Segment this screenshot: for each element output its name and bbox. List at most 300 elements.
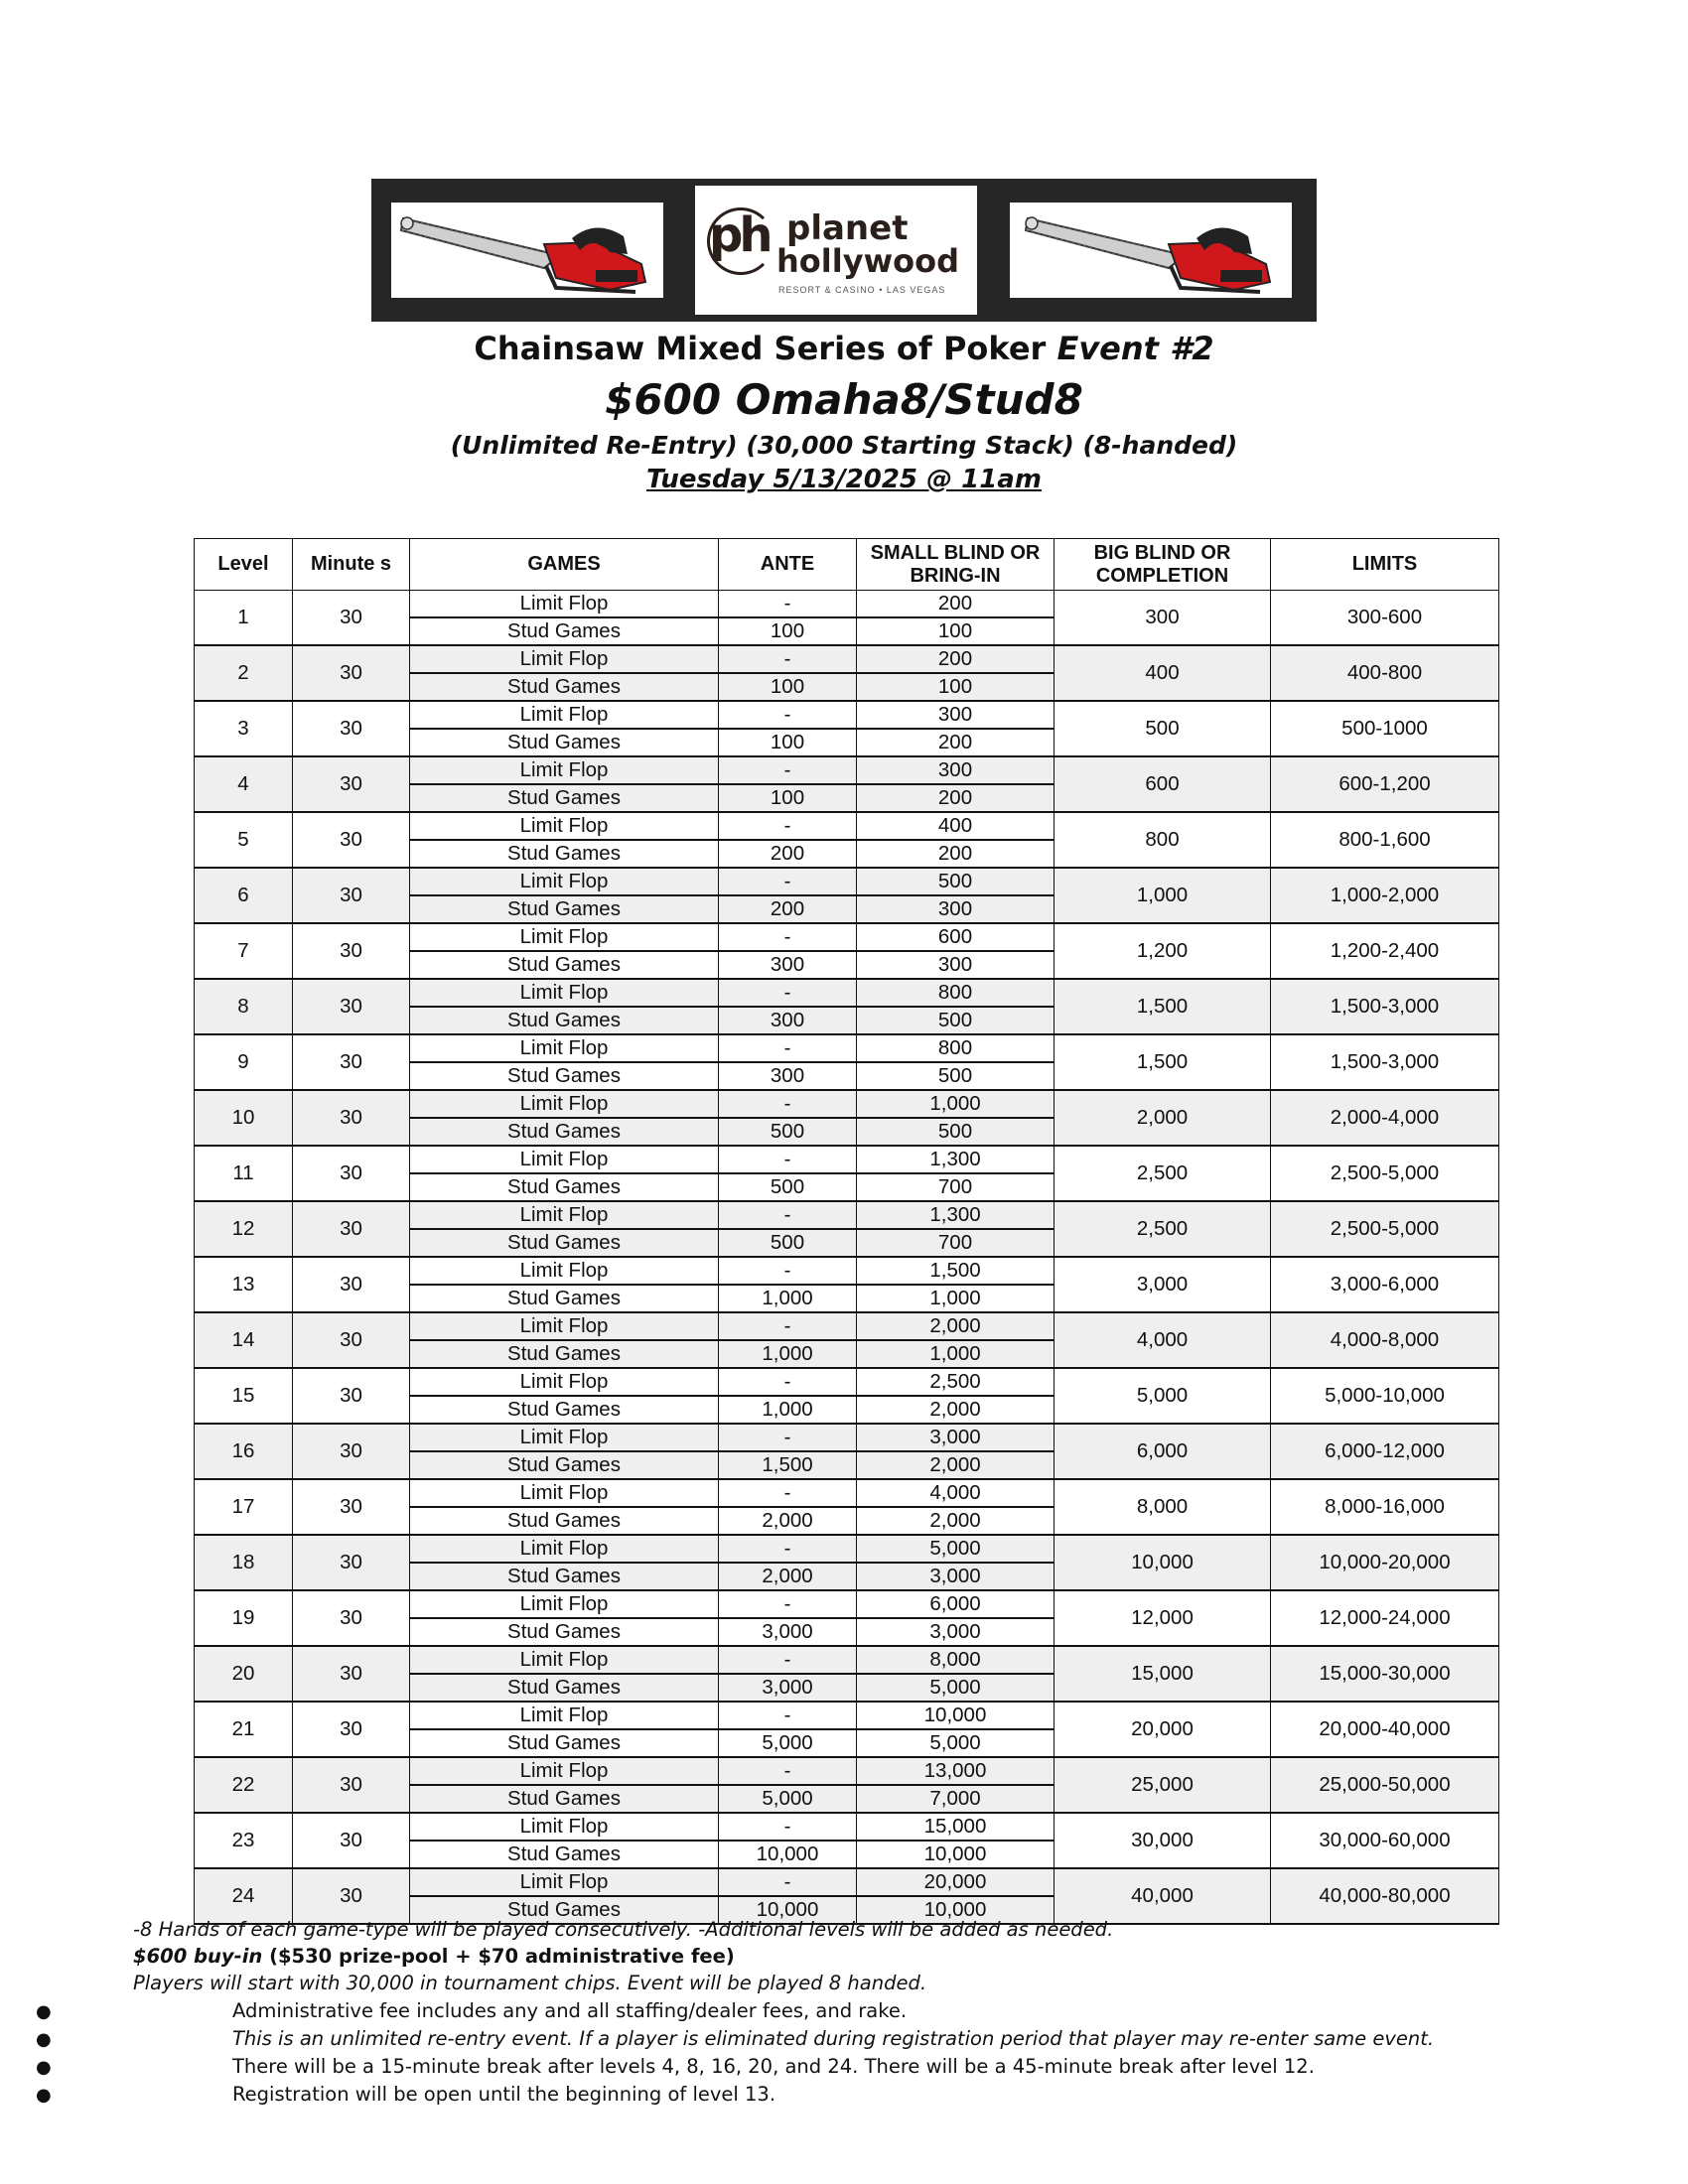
cell-game-flop: Limit Flop [410,1646,719,1674]
cell-game-stud: Stud Games [410,951,719,979]
cell-minutes: 30 [293,1312,410,1368]
cell-sb-stud: 200 [857,784,1055,812]
cell-game-stud: Stud Games [410,784,719,812]
cell-limits: 6,000-12,000 [1271,1424,1499,1479]
bullet-dot: ● [36,2085,52,2106]
cell-sb-flop: 1,000 [857,1090,1055,1118]
cell-game-flop: Limit Flop [410,1090,719,1118]
cell-ante-flop: - [719,1201,857,1229]
cell-minutes: 30 [293,701,410,756]
col-header-minutes: Minute s [293,539,410,591]
cell-sb-stud: 2,000 [857,1451,1055,1479]
bullet-reentry: This is an unlimited re-entry event. If a player is eliminated during registration period that player may re-enter same event. [232,2027,1435,2050]
cell-level: 22 [195,1757,293,1813]
cell-sb-stud: 7,000 [857,1785,1055,1813]
cell-ante-stud: 500 [719,1173,857,1201]
cell-game-flop: Limit Flop [410,1702,719,1729]
table-row [195,1646,1499,1674]
blind-structure-table [194,538,1499,1925]
cell-game-flop: Limit Flop [410,868,719,895]
table-row [195,1424,1499,1451]
cell-ante-flop: - [719,1702,857,1729]
cell-game-stud: Stud Games [410,1229,719,1257]
cell-game-flop: Limit Flop [410,923,719,951]
cell-ante-stud: 100 [719,673,857,701]
cell-limits: 10,000-20,000 [1271,1535,1499,1590]
cell-level: 24 [195,1868,293,1924]
cell-level: 11 [195,1146,293,1201]
col-header-level: Level [195,539,293,591]
cell-sb-stud: 200 [857,840,1055,868]
table-row [195,1034,1499,1062]
cell-sb-flop: 300 [857,701,1055,729]
cell-level: 8 [195,979,293,1034]
cell-minutes: 30 [293,1646,410,1702]
cell-ante-flop: - [719,1257,857,1285]
cell-big-blind: 15,000 [1055,1646,1271,1702]
cell-ante-stud: 1,000 [719,1396,857,1424]
cell-game-flop: Limit Flop [410,1535,719,1563]
table-row [195,1146,1499,1173]
cell-level: 17 [195,1479,293,1535]
cell-game-stud: Stud Games [410,1285,719,1312]
cell-level: 15 [195,1368,293,1424]
bullet-registration: Registration will be open until the beginning of level 13. [232,2083,776,2106]
cell-sb-flop: 20,000 [857,1868,1055,1896]
cell-limits: 15,000-30,000 [1271,1646,1499,1702]
game-title: $600 Omaha8/Stud8 [605,375,1083,424]
cell-ante-stud: 300 [719,951,857,979]
cell-game-stud: Stud Games [410,1118,719,1146]
cell-big-blind: 10,000 [1055,1535,1271,1590]
cell-limits: 20,000-40,000 [1271,1702,1499,1757]
table-row [195,701,1499,729]
cell-minutes: 30 [293,645,410,701]
cell-sb-stud: 500 [857,1118,1055,1146]
cell-ante-flop: - [719,979,857,1007]
cell-game-flop: Limit Flop [410,1479,719,1507]
cell-minutes: 30 [293,868,410,923]
cell-game-stud: Stud Games [410,895,719,923]
event-number: Event #2 [1056,330,1214,367]
logo-brand-line1: planet [786,208,909,248]
cell-ante-flop: - [719,1590,857,1618]
cell-minutes: 30 [293,1368,410,1424]
cell-ante-stud: 1,000 [719,1340,857,1368]
cell-big-blind: 500 [1055,701,1271,756]
buyin-label: $600 buy-in [133,1945,263,1968]
cell-sb-flop: 200 [857,645,1055,673]
cell-game-flop: Limit Flop [410,1368,719,1396]
event-details: (Unlimited Re-Entry) (30,000 Starting Stack) (8-handed) [450,431,1238,460]
cell-game-flop: Limit Flop [410,645,719,673]
cell-big-blind: 1,500 [1055,979,1271,1034]
table-row [195,591,1499,618]
cell-level: 16 [195,1424,293,1479]
cell-minutes: 30 [293,1090,410,1146]
cell-ante-stud: 200 [719,895,857,923]
cell-game-flop: Limit Flop [410,1201,719,1229]
cell-minutes: 30 [293,923,410,979]
cell-game-flop: Limit Flop [410,1590,719,1618]
cell-sb-stud: 100 [857,673,1055,701]
cell-ante-flop: - [719,1312,857,1340]
cell-minutes: 30 [293,812,410,868]
cell-level: 10 [195,1090,293,1146]
table-row [195,868,1499,895]
cell-ante-stud: 300 [719,1007,857,1034]
cell-ante-flop: - [719,1646,857,1674]
cell-ante-flop: - [719,701,857,729]
cell-sb-flop: 200 [857,591,1055,618]
cell-ante-stud: 100 [719,729,857,756]
cell-limits: 800-1,600 [1271,812,1499,868]
cell-ante-stud: 2,000 [719,1507,857,1535]
cell-game-stud: Stud Games [410,1451,719,1479]
cell-sb-flop: 300 [857,756,1055,784]
cell-game-flop: Limit Flop [410,1257,719,1285]
cell-sb-stud: 200 [857,729,1055,756]
cell-big-blind: 25,000 [1055,1757,1271,1813]
table-row [195,812,1499,840]
cell-ante-stud: 1,000 [719,1285,857,1312]
cell-sb-stud: 700 [857,1173,1055,1201]
cell-limits: 1,000-2,000 [1271,868,1499,923]
table-row [195,1702,1499,1729]
cell-sb-stud: 5,000 [857,1729,1055,1757]
table-row [195,1257,1499,1285]
cell-ante-flop: - [719,591,857,618]
cell-sb-stud: 10,000 [857,1896,1055,1924]
cell-level: 23 [195,1813,293,1868]
bullet-dot: ● [36,2001,52,2022]
cell-game-stud: Stud Games [410,617,719,645]
cell-game-stud: Stud Games [410,1674,719,1702]
cell-sb-flop: 13,000 [857,1757,1055,1785]
cell-level: 19 [195,1590,293,1646]
logo-brand-line2: hollywood [776,242,959,280]
cell-ante-flop: - [719,812,857,840]
cell-limits: 400-800 [1271,645,1499,701]
chainsaw-image-left [391,203,663,298]
table-row [195,1590,1499,1618]
table-header-row [195,539,1499,591]
cell-limits: 40,000-80,000 [1271,1868,1499,1924]
cell-limits: 1,200-2,400 [1271,923,1499,979]
cell-sb-stud: 3,000 [857,1563,1055,1590]
col-header-games: GAMES [410,539,719,591]
cell-game-stud: Stud Games [410,1340,719,1368]
cell-sb-flop: 4,000 [857,1479,1055,1507]
cell-game-flop: Limit Flop [410,1146,719,1173]
cell-level: 1 [195,591,293,646]
cell-sb-stud: 3,000 [857,1618,1055,1646]
cell-big-blind: 20,000 [1055,1702,1271,1757]
cell-minutes: 30 [293,1257,410,1312]
cell-ante-stud: 3,000 [719,1674,857,1702]
cell-minutes: 30 [293,1146,410,1201]
cell-limits: 500-1000 [1271,701,1499,756]
cell-sb-flop: 8,000 [857,1646,1055,1674]
cell-level: 3 [195,701,293,756]
cell-sb-flop: 5,000 [857,1535,1055,1563]
cell-ante-flop: - [719,1146,857,1173]
cell-ante-stud: 1,500 [719,1451,857,1479]
event-date-text: Tuesday 5/13/2025 @ 11am [646,465,1042,494]
cell-ante-flop: - [719,1368,857,1396]
table-row [195,1535,1499,1563]
cell-sb-stud: 1,000 [857,1285,1055,1312]
cell-sb-flop: 800 [857,979,1055,1007]
cell-game-flop: Limit Flop [410,1757,719,1785]
table-row [195,923,1499,951]
cell-big-blind: 1,000 [1055,868,1271,923]
cell-ante-flop: - [719,1479,857,1507]
cell-ante-flop: - [719,1034,857,1062]
col-header-ante: ANTE [719,539,857,591]
cell-ante-stud: 5,000 [719,1785,857,1813]
cell-big-blind: 6,000 [1055,1424,1271,1479]
cell-big-blind: 12,000 [1055,1590,1271,1646]
cell-ante-flop: - [719,756,857,784]
cell-ante-flop: - [719,1090,857,1118]
cell-level: 18 [195,1535,293,1590]
table-row [195,1479,1499,1507]
cell-ante-flop: - [719,1868,857,1896]
cell-limits: 3,000-6,000 [1271,1257,1499,1312]
table-row [195,1813,1499,1841]
cell-limits: 25,000-50,000 [1271,1757,1499,1813]
cell-game-stud: Stud Games [410,673,719,701]
cell-game-stud: Stud Games [410,1841,719,1868]
cell-game-stud: Stud Games [410,1618,719,1646]
table-row [195,1757,1499,1785]
cell-sb-stud: 2,000 [857,1396,1055,1424]
cell-sb-stud: 5,000 [857,1674,1055,1702]
cell-sb-stud: 700 [857,1229,1055,1257]
cell-minutes: 30 [293,756,410,812]
logo-tagline: RESORT & CASINO • LAS VEGAS [778,285,946,295]
cell-limits: 600-1,200 [1271,756,1499,812]
buyin-detail: ($530 prize-pool + $70 administrative fee) [262,1945,735,1968]
cell-sb-flop: 1,300 [857,1201,1055,1229]
cell-big-blind: 800 [1055,812,1271,868]
cell-big-blind: 2,500 [1055,1146,1271,1201]
cell-limits: 8,000-16,000 [1271,1479,1499,1535]
series-title [0,330,1688,367]
cell-minutes: 30 [293,1535,410,1590]
cell-game-flop: Limit Flop [410,1034,719,1062]
chainsaw-icon [1010,203,1292,298]
cell-sb-flop: 600 [857,923,1055,951]
cell-ante-flop: - [719,1424,857,1451]
cell-big-blind: 300 [1055,591,1271,646]
cell-limits: 300-600 [1271,591,1499,646]
series-name: Chainsaw Mixed Series of Poker [474,330,1047,367]
cell-sb-stud: 100 [857,617,1055,645]
cell-game-stud: Stud Games [410,1563,719,1590]
cell-limits: 2,500-5,000 [1271,1201,1499,1257]
bullet-breaks: There will be a 15-minute break after levels 4, 8, 16, 20, and 24. There will be a 45-minute break after level 12. [232,2055,1315,2078]
buyin-note [133,1945,735,1968]
cell-game-stud: Stud Games [410,1007,719,1034]
logo-monogram: ph [709,207,770,263]
cell-big-blind: 1,500 [1055,1034,1271,1090]
header-banner [371,179,1317,322]
cell-game-stud: Stud Games [410,1729,719,1757]
cell-sb-flop: 1,300 [857,1146,1055,1173]
cell-minutes: 30 [293,591,410,646]
cell-game-flop: Limit Flop [410,701,719,729]
table-row [195,645,1499,673]
cell-sb-flop: 2,500 [857,1368,1055,1396]
cell-sb-flop: 15,000 [857,1813,1055,1841]
bullet-dot: ● [36,2057,52,2078]
cell-ante-flop: - [719,1757,857,1785]
cell-ante-stud: 500 [719,1229,857,1257]
cell-sb-flop: 6,000 [857,1590,1055,1618]
cell-sb-flop: 3,000 [857,1424,1055,1451]
cell-minutes: 30 [293,1424,410,1479]
cell-ante-flop: - [719,923,857,951]
cell-game-flop: Limit Flop [410,1868,719,1896]
cell-ante-stud: 100 [719,784,857,812]
cell-big-blind: 2,500 [1055,1201,1271,1257]
table-row [195,979,1499,1007]
table-row [195,1201,1499,1229]
table-row [195,756,1499,784]
planet-hollywood-logo [695,186,977,315]
cell-game-flop: Limit Flop [410,979,719,1007]
table-body [195,591,1499,1925]
cell-game-flop: Limit Flop [410,756,719,784]
cell-sb-stud: 300 [857,951,1055,979]
cell-big-blind: 5,000 [1055,1368,1271,1424]
cell-level: 13 [195,1257,293,1312]
cell-minutes: 30 [293,1813,410,1868]
cell-sb-flop: 2,000 [857,1312,1055,1340]
cell-sb-stud: 500 [857,1062,1055,1090]
table-row [195,1090,1499,1118]
logo [695,186,977,315]
cell-sb-flop: 10,000 [857,1702,1055,1729]
cell-ante-stud: 10,000 [719,1841,857,1868]
cell-ante-stud: 5,000 [719,1729,857,1757]
cell-limits: 12,000-24,000 [1271,1590,1499,1646]
cell-level: 14 [195,1312,293,1368]
cell-limits: 2,500-5,000 [1271,1146,1499,1201]
cell-limits: 30,000-60,000 [1271,1813,1499,1868]
cell-big-blind: 400 [1055,645,1271,701]
cell-limits: 2,000-4,000 [1271,1090,1499,1146]
cell-game-stud: Stud Games [410,729,719,756]
cell-minutes: 30 [293,1201,410,1257]
cell-big-blind: 4,000 [1055,1312,1271,1368]
cell-game-flop: Limit Flop [410,1424,719,1451]
cell-minutes: 30 [293,1034,410,1090]
cell-sb-flop: 400 [857,812,1055,840]
event-date [0,465,1688,494]
cell-minutes: 30 [293,1702,410,1757]
table-row [195,1868,1499,1896]
cell-level: 5 [195,812,293,868]
cell-big-blind: 600 [1055,756,1271,812]
cell-minutes: 30 [293,979,410,1034]
start-note: Players will start with 30,000 in tournament chips. Event will be played 8 handed. [133,1972,927,1994]
cell-limits: 1,500-3,000 [1271,979,1499,1034]
cell-game-stud: Stud Games [410,1507,719,1535]
cell-sb-stud: 300 [857,895,1055,923]
cell-big-blind: 1,200 [1055,923,1271,979]
cell-minutes: 30 [293,1590,410,1646]
cell-level: 7 [195,923,293,979]
cell-sb-flop: 1,500 [857,1257,1055,1285]
cell-big-blind: 8,000 [1055,1479,1271,1535]
cell-big-blind: 2,000 [1055,1090,1271,1146]
cell-level: 9 [195,1034,293,1090]
cell-ante-stud: 10,000 [719,1896,857,1924]
cell-game-flop: Limit Flop [410,591,719,618]
cell-limits: 4,000-8,000 [1271,1312,1499,1368]
cell-sb-stud: 1,000 [857,1340,1055,1368]
cell-level: 12 [195,1201,293,1257]
cell-game-flop: Limit Flop [410,1312,719,1340]
cell-sb-flop: 500 [857,868,1055,895]
cell-minutes: 30 [293,1868,410,1924]
cell-ante-flop: - [719,1535,857,1563]
cell-game-stud: Stud Games [410,1896,719,1924]
cell-game-flop: Limit Flop [410,812,719,840]
cell-ante-stud: 2,000 [719,1563,857,1590]
hands-note: -8 Hands of each game-type will be played consecutively. -Additional levels will be added as needed. [133,1918,1114,1941]
col-header-limits: LIMITS [1271,539,1499,591]
cell-level: 21 [195,1702,293,1757]
cell-big-blind: 40,000 [1055,1868,1271,1924]
chainsaw-icon [391,203,663,298]
cell-sb-stud: 500 [857,1007,1055,1034]
cell-minutes: 30 [293,1757,410,1813]
table-row [195,1312,1499,1340]
cell-ante-flop: - [719,1813,857,1841]
cell-game-stud: Stud Games [410,840,719,868]
cell-game-stud: Stud Games [410,1062,719,1090]
cell-big-blind: 3,000 [1055,1257,1271,1312]
chainsaw-image-right [1010,203,1292,298]
cell-game-stud: Stud Games [410,1173,719,1201]
cell-level: 6 [195,868,293,923]
cell-level: 20 [195,1646,293,1702]
cell-game-stud: Stud Games [410,1785,719,1813]
cell-ante-stud: 500 [719,1118,857,1146]
cell-limits: 1,500-3,000 [1271,1034,1499,1090]
cell-ante-flop: - [719,868,857,895]
cell-game-flop: Limit Flop [410,1813,719,1841]
cell-ante-flop: - [719,645,857,673]
col-header-small-blind: SMALL BLIND OR BRING-IN [857,539,1055,591]
cell-ante-stud: 100 [719,617,857,645]
bullet-admin-fee: Administrative fee includes any and all staffing/dealer fees, and rake. [232,1999,908,2022]
cell-big-blind: 30,000 [1055,1813,1271,1868]
cell-sb-stud: 10,000 [857,1841,1055,1868]
cell-minutes: 30 [293,1479,410,1535]
cell-game-stud: Stud Games [410,1396,719,1424]
table-row [195,1368,1499,1396]
col-header-big-blind: BIG BLIND OR COMPLETION [1055,539,1271,591]
cell-ante-stud: 200 [719,840,857,868]
cell-ante-stud: 3,000 [719,1618,857,1646]
cell-level: 4 [195,756,293,812]
cell-ante-stud: 300 [719,1062,857,1090]
